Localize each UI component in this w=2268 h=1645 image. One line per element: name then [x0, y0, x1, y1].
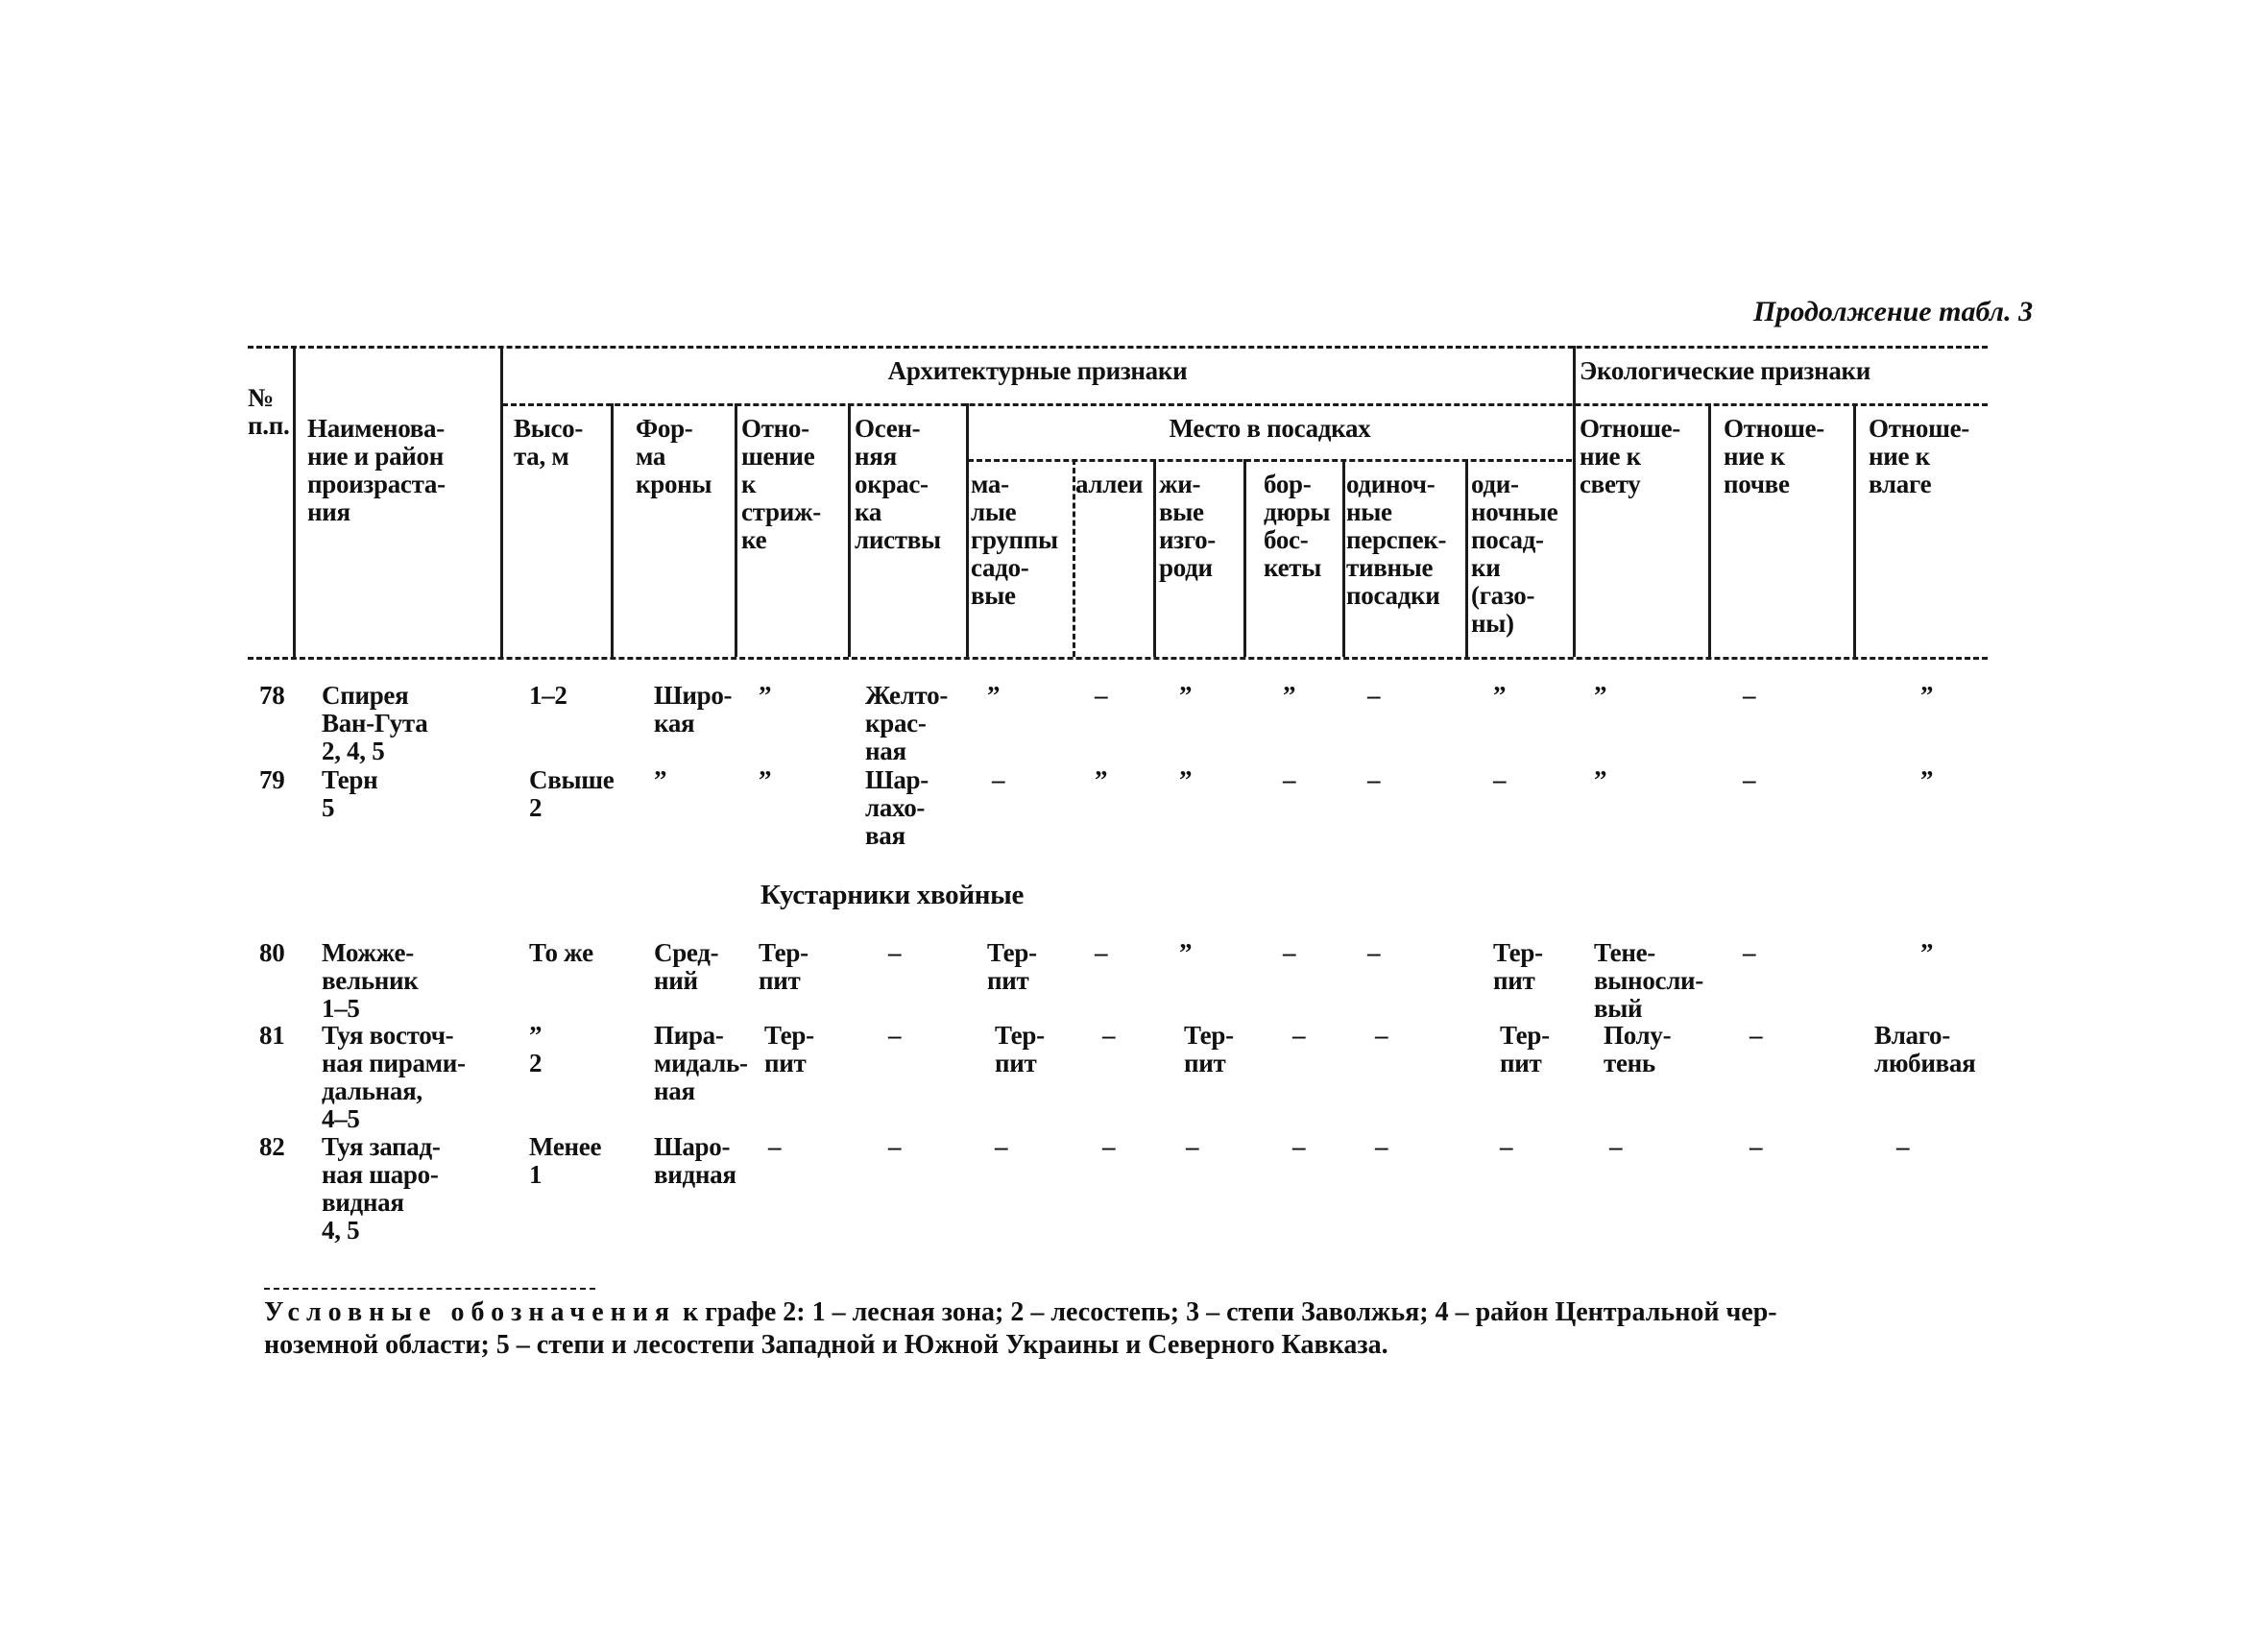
cell-alleys: –	[1095, 938, 1108, 967]
cell-name: Туя восточ- ная пирами- дальная, 4–5	[322, 1021, 466, 1133]
cell-autumn: Шар- лахо- вая	[865, 765, 929, 850]
cell-crown: Пира- мидаль- ная	[654, 1021, 748, 1105]
cell-trim: Тер- пит	[759, 938, 808, 995]
cell-light: ”	[1594, 681, 1607, 710]
header-soil: Отноше- ние к почве	[1724, 414, 1824, 498]
cell-single-lawn: ”	[1493, 681, 1507, 710]
header-alleys: аллеи	[1075, 470, 1144, 498]
cell-borders: –	[1292, 1132, 1306, 1161]
cell-crown: Шаро- видная	[654, 1132, 736, 1189]
cell-num: 82	[259, 1132, 285, 1161]
cell-autumn: –	[888, 1021, 902, 1050]
table-caption: Продолжение табл. 3	[1753, 296, 2034, 327]
cell-single-persp: –	[1367, 938, 1381, 967]
cell-num: 80	[259, 938, 285, 967]
col-line	[735, 403, 737, 657]
cell-height: ” 2	[529, 1021, 543, 1077]
col-line	[1243, 459, 1246, 657]
col-line	[293, 346, 296, 657]
col-line	[848, 403, 851, 657]
cell-height: Свыше 2	[529, 765, 615, 822]
col-line	[1853, 403, 1856, 657]
cell-moisture: ”	[1920, 681, 1934, 710]
cell-crown: ”	[654, 765, 667, 794]
cell-num: 78	[259, 681, 285, 710]
header-eco-group: Экологические признаки	[1580, 356, 1871, 385]
cell-autumn: –	[888, 938, 902, 967]
cell-light: Тене- выносли- вый	[1594, 938, 1703, 1023]
footnote-line2: ноземной области; 5 – степи и лесостепи Западной и Южной Украины и Северного Кавказа.	[264, 1330, 1388, 1360]
cell-name: Можже- вельник 1–5	[322, 938, 419, 1023]
cell-small-groups: Тер- пит	[987, 938, 1037, 995]
cell-single-lawn: –	[1500, 1132, 1513, 1161]
cell-soil: –	[1743, 765, 1756, 794]
cell-light: Полу- тень	[1604, 1021, 1672, 1077]
cell-alleys: –	[1095, 681, 1108, 710]
header-autumn: Осен- няя окрас- ка листвы	[855, 414, 941, 554]
cell-crown: Широ- кая	[654, 681, 733, 738]
cell-hedges: ”	[1179, 681, 1193, 710]
cell-crown: Сред- ний	[654, 938, 719, 995]
group-rule	[502, 403, 1988, 406]
cell-trim: –	[768, 1132, 782, 1161]
cell-moisture: Влаго- любивая	[1874, 1021, 1976, 1077]
header-hedges: жи- вые изго- роди	[1159, 470, 1216, 582]
col-line	[1573, 346, 1576, 657]
cell-alleys: ”	[1095, 765, 1108, 794]
header-arch-group: Архитектурные признаки	[887, 356, 1188, 385]
cell-small-groups: –	[992, 765, 1005, 794]
cell-borders: –	[1283, 938, 1296, 967]
cell-light: ”	[1594, 765, 1607, 794]
header-bottom-rule	[248, 657, 1988, 660]
footnote-rule	[264, 1288, 595, 1290]
cell-autumn: –	[888, 1132, 902, 1161]
cell-moisture: –	[1896, 1132, 1910, 1161]
cell-single-lawn: Тер- пит	[1500, 1021, 1550, 1077]
cell-name: Спирея Ван-Гута 2, 4, 5	[322, 681, 428, 765]
header-height: Высо- та, м	[514, 414, 584, 471]
place-rule	[968, 459, 1572, 462]
header-num: № п.п.	[248, 383, 290, 440]
header-light: Отноше- ние к свету	[1580, 414, 1680, 498]
top-rule	[248, 346, 1988, 349]
col-line	[611, 403, 614, 657]
cell-moisture: ”	[1920, 765, 1934, 794]
col-line	[1708, 403, 1711, 657]
cell-trim: Тер- пит	[764, 1021, 814, 1077]
header-single-persp: одиноч- ные перспек- тивные посадки	[1346, 470, 1447, 610]
cell-trim: ”	[759, 765, 772, 794]
col-line	[1465, 459, 1468, 657]
cell-soil: –	[1749, 1021, 1763, 1050]
header-small-groups: ма- лые группы садо- вые	[971, 470, 1058, 610]
cell-borders: –	[1292, 1021, 1306, 1050]
header-trim: Отно- шение к стриж- ке	[741, 414, 821, 554]
cell-alleys: –	[1102, 1021, 1116, 1050]
cell-single-persp: –	[1375, 1132, 1388, 1161]
cell-height: Менее 1	[529, 1132, 602, 1189]
cell-soil: –	[1743, 681, 1756, 710]
cell-soil: –	[1743, 938, 1756, 967]
cell-name: Туя запад- ная шаро- видная 4, 5	[322, 1132, 441, 1245]
cell-single-lawn: –	[1493, 765, 1507, 794]
cell-borders: ”	[1283, 681, 1296, 710]
cell-name: Терн 5	[322, 765, 378, 822]
cell-trim: ”	[759, 681, 772, 710]
cell-num: 79	[259, 765, 285, 794]
cell-borders: –	[1283, 765, 1296, 794]
cell-single-persp: –	[1375, 1021, 1388, 1050]
section-title: Кустарники хвойные	[760, 880, 1025, 910]
cell-small-groups: ”	[987, 681, 1001, 710]
footnote-label: Условные обозначения	[264, 1297, 677, 1327]
cell-alleys: –	[1102, 1132, 1116, 1161]
footnote-text: к графе 2: 1 – лесная зона; 2 – лесостепь; 3 – степи Заволжья; 4 – район Центральной чер-	[683, 1297, 1777, 1327]
cell-single-persp: –	[1367, 765, 1381, 794]
cell-small-groups: Тер- пит	[995, 1021, 1045, 1077]
cell-soil: –	[1749, 1132, 1763, 1161]
col-line	[1342, 459, 1345, 657]
header-crown: Фор- ма кроны	[636, 414, 712, 498]
cell-moisture: ”	[1920, 938, 1934, 967]
cell-height: То же	[529, 938, 593, 967]
cell-height: 1–2	[529, 681, 567, 710]
cell-hedges: –	[1186, 1132, 1199, 1161]
col-line	[1153, 459, 1156, 657]
header-place-group: Место в посадках	[1169, 414, 1371, 443]
cell-single-persp: –	[1367, 681, 1381, 710]
cell-autumn: Желто- крас- ная	[865, 681, 949, 765]
header-name: Наименова- ние и район произраста- ния	[307, 414, 446, 526]
cell-hedges: Тер- пит	[1184, 1021, 1234, 1077]
header-moisture: Отноше- ние к влаге	[1869, 414, 1969, 498]
cell-hedges: ”	[1179, 938, 1193, 967]
header-single-lawn: оди- ночные посад- ки (газо- ны)	[1471, 470, 1558, 638]
cell-single-lawn: Тер- пит	[1493, 938, 1543, 995]
cell-small-groups: –	[995, 1132, 1008, 1161]
header-borders: бор- дюры бос- кеты	[1264, 470, 1331, 582]
col-line	[500, 346, 503, 657]
cell-num: 81	[259, 1021, 285, 1050]
cell-light: –	[1609, 1132, 1623, 1161]
cell-hedges: ”	[1179, 765, 1193, 794]
footnote-line1	[264, 1296, 1777, 1329]
